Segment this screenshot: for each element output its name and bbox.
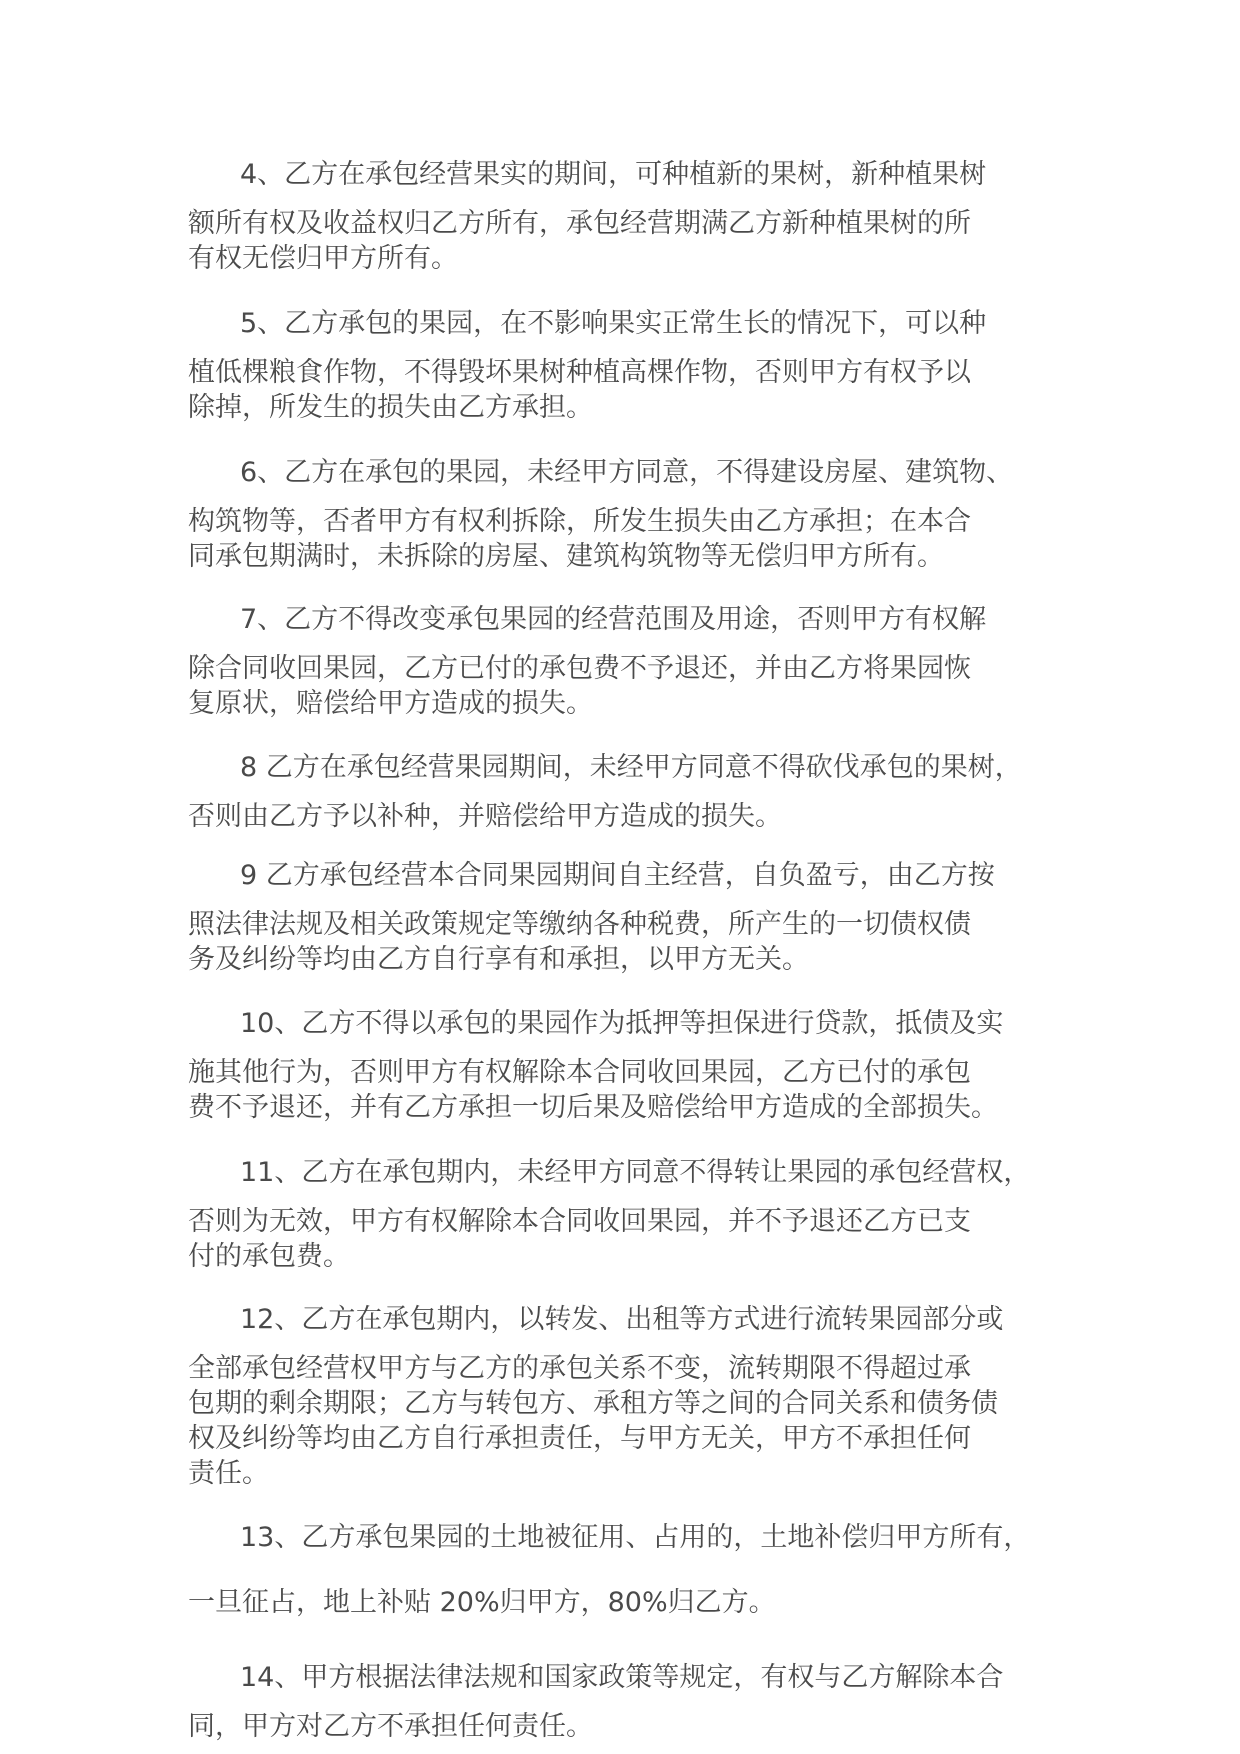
clause-line: 全部承包经营权甲方与乙方的承包关系不变，流转期限不得超过承 [188,1353,971,1384]
clause-10 [188,1006,1078,1125]
clause-line: 同，甲方对乙方不承担任何责任。 [188,1711,593,1742]
clause-line: 包期的剩余期限；乙方与转包方、承租方等之间的合同关系和债务债 [188,1388,998,1419]
clause-line: 8 乙方在承包经营果园期间，未经甲方同意不得砍伐承包的果树， [240,752,1022,783]
clause-line: 4、乙方在承包经营果实的期间，可种植新的果树，新种植果树 [240,159,987,190]
clause-5 [188,306,1078,425]
clause-6 [188,455,1078,574]
clause-line: 5、乙方承包的果园，在不影响果实正常生长的情况下，可以种 [240,308,987,339]
clause-line: 11、乙方在承包期内，未经甲方同意不得转让果园的承包经营权， [240,1157,1031,1188]
clause-line: 7、乙方不得改变承包果园的经营范围及用途，否则甲方有权解 [240,604,987,635]
clause-4 [188,157,1078,276]
clause-line: 照法律法规及相关政策规定等缴纳各种税费，所产生的一切债权债 [188,909,971,940]
clause-13 [188,1520,1078,1620]
clause-12 [188,1302,1078,1491]
clause-line: 额所有权及收益权归乙方所有，承包经营期满乙方新种植果树的所 [188,208,971,239]
clause-line: 责任。 [188,1458,269,1489]
clause-line: 有权无偿归甲方所有。 [188,243,458,274]
clause-11 [188,1155,1078,1274]
clause-line: 植低棵粮食作物，不得毁坏果树种植高棵作物，否则甲方有权予以 [188,357,971,388]
clause-line: 除合同收回果园，乙方已付的承包费不予退还，并由乙方将果园恢 [188,653,971,684]
clause-14 [188,1660,1078,1744]
clause-line: 13、乙方承包果园的土地被征用、占用的，土地补偿归甲方所有， [240,1522,1031,1553]
clause-line: 施其他行为，否则甲方有权解除本合同收回果园，乙方已付的承包 [188,1057,971,1088]
clause-line: 付的承包费。 [188,1241,350,1272]
clause-line: 费不予退还，并有乙方承担一切后果及赔偿给甲方造成的全部损失。 [188,1092,998,1123]
clause-line: 6、乙方在承包的果园，未经甲方同意，不得建设房屋、建筑物、 [240,457,1014,488]
clause-line: 否则由乙方予以补种，并赔偿给甲方造成的损失。 [188,801,782,832]
clause-7 [188,602,1078,721]
clause-line: 复原状，赔偿给甲方造成的损失。 [188,688,593,719]
clause-line: 9 乙方承包经营本合同果园期间自主经营，自负盈亏，由乙方按 [240,860,995,891]
clause-line: 否则为无效，甲方有权解除本合同收回果园，并不予退还乙方已支 [188,1206,971,1237]
clause-line: 同承包期满时，未拆除的房屋、建筑构筑物等无偿归甲方所有。 [188,541,944,572]
clause-8 [188,750,1078,834]
clause-line: 除掉，所发生的损失由乙方承担。 [188,392,593,423]
clause-9 [188,858,1078,977]
clause-line: 权及纠纷等均由乙方自行承担责任，与甲方无关，甲方不承担任何 [188,1423,971,1454]
clause-line: 一旦征占，地上补贴 20%归甲方，80%归乙方。 [188,1587,776,1618]
clause-line: 12、乙方在承包期内，以转发、出租等方式进行流转果园部分或 [240,1304,1004,1335]
clause-line: 10、乙方不得以承包的果园作为抵押等担保进行贷款，抵债及实 [240,1008,1004,1039]
clause-line: 14、甲方根据法律法规和国家政策等规定，有权与乙方解除本合 [240,1662,1004,1693]
clause-line: 务及纠纷等均由乙方自行享有和承担，以甲方无关。 [188,944,809,975]
clause-line: 构筑物等，否者甲方有权利拆除，所发生损失由乙方承担；在本合 [188,506,971,537]
